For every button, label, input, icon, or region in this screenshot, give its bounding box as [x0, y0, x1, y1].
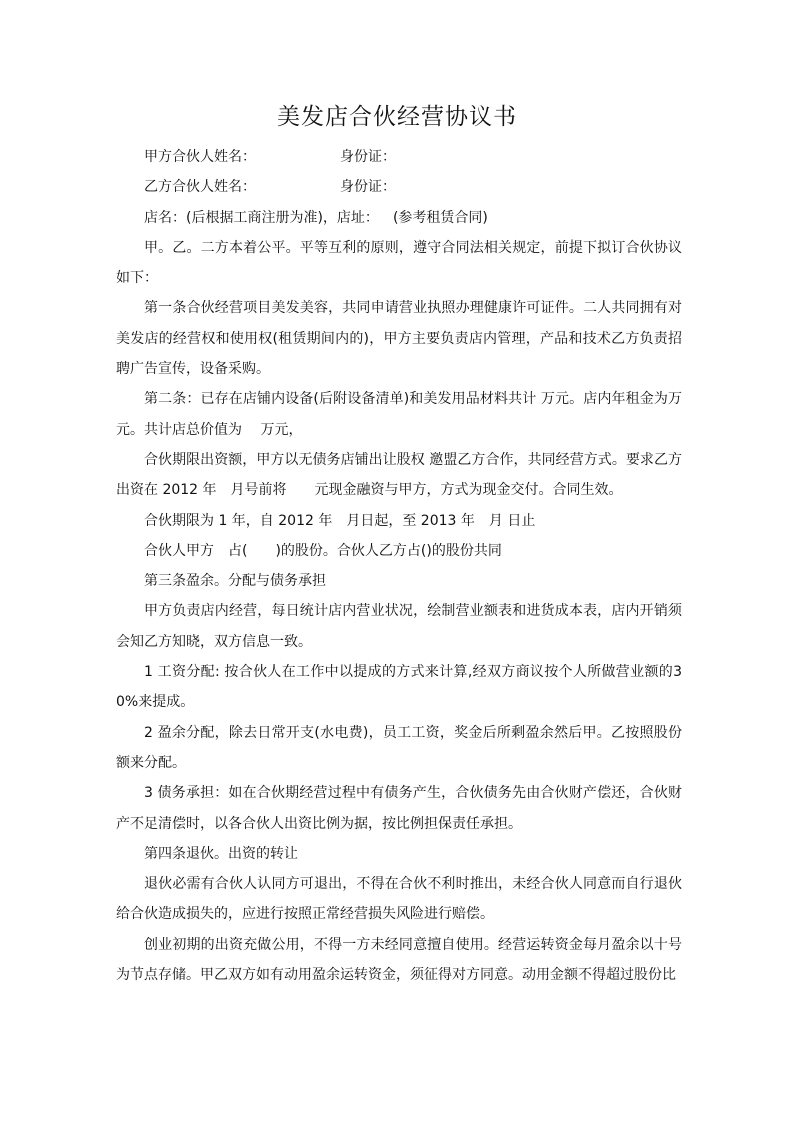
section-heading: 第四条退伙。出资的转让 — [144, 845, 298, 862]
paragraph: 第二条：已存在店铺内设备(后附设备清单)和美发用品材料共计 万元。店内年租金为万元。共计店总价值为 万元， — [116, 391, 682, 438]
paragraph: 甲。乙。二方本着公平。平等互利的原则，遵守合同法相关规定，前提下拟订合伙协议如下： — [116, 239, 682, 287]
paragraph: 第一条合伙经营项目美发美容，共同申请营业执照办理健康许可证件。二人共同拥有对美发店的经营权和使用权(租赁期间内的)，甲方主要负责店内管理，产品和技术乙方负责招聘广告宣传，设备采购。 — [116, 300, 682, 378]
document-title: 美发店合伙经营协议书 — [277, 104, 517, 130]
paragraph: 退伙必需有合伙人认同方可退出，不得在合伙不利时推出，未经合伙人同意而自行退伙给合伙造成损失的，应进行按照正常经营损失风险进行赔偿。 — [116, 876, 682, 923]
paragraph: 1 工资分配: 按合伙人在工作中以提成的方式来计算,经双方商议按个人所做营业额的30%来提成。 — [116, 664, 682, 711]
paragraph: 合伙期限为 1 年，自 2012 年 月日起，至 2013 年 月 日止 — [144, 512, 536, 529]
section-heading: 第三条盈余。分配与债务承担 — [144, 573, 326, 590]
party-b-id-label: 身份证： — [340, 179, 396, 196]
party-b-line — [116, 172, 682, 202]
document-body — [116, 142, 682, 990]
lease-reference: (参考租赁合同) — [392, 209, 488, 226]
shop-name-address-label: 店名：(后根据工商注册为准)，店址： — [144, 209, 379, 226]
party-b-name-label: 乙方合伙人姓名： — [144, 179, 256, 196]
shop-line — [116, 203, 682, 233]
party-a-name-label: 甲方合伙人姓名： — [144, 149, 256, 165]
party-a-line — [116, 142, 682, 172]
paragraph: 3 债务承担：如在合伙期经营过程中有债务产生，合伙债务先由合伙财产偿还，合伙财产不足清偿时，以各合伙人出资比例为据，按比例担保责任承担。 — [116, 785, 682, 832]
paragraph: 合伙人甲方 占( )的股份。合伙人乙方占()的股份共同 — [144, 542, 502, 559]
paragraph: 创业初期的出资充做公用，不得一方未经同意擅自使用。经营运转资金每月盈余以十号为节点存储。甲乙双方如有动用盈余运转资金，须征得对方同意。动用金额不得超过股份比 — [116, 936, 682, 984]
paragraph: 合伙期限出资额，甲方以无债务店铺出让股权 邀盟乙方合作，共同经营方式。要求乙方出资在 2012 年 月号前将 元现金融资与甲方，方式为现金交付。合同生效。 — [116, 451, 682, 499]
party-a-id-label: 身份证： — [340, 149, 396, 165]
paragraph: 2 盈余分配，除去日常开支(水电费)，员工工资，奖金后所剩盈余然后甲。乙按照股份额来分配。 — [116, 724, 682, 771]
paragraph: 甲方负责店内经营，每日统计店内营业状况，绘制营业额表和进货成本表，店内开销须会知乙方知晓，双方信息一致。 — [116, 603, 682, 650]
